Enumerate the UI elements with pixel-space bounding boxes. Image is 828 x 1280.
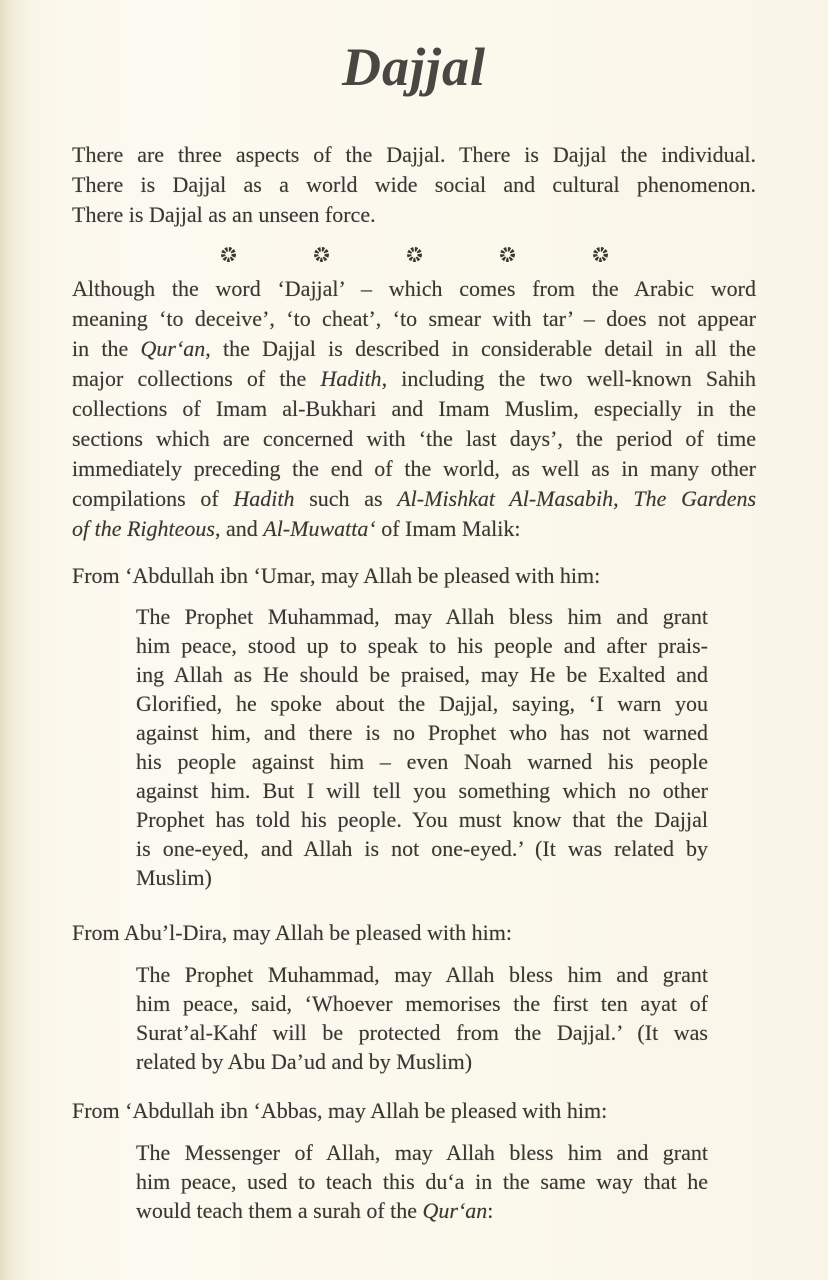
hadith-quote	[136, 960, 708, 1076]
text-line: The Prophet Muhammad, may Allah bless him and grant	[136, 604, 708, 629]
text-line: Muslim)	[136, 865, 212, 890]
hadith-quote	[136, 602, 708, 892]
hadith-attribution: From ‘Abdullah ibn ‘Umar, may Allah be pleased with him:	[72, 563, 601, 588]
rosette-ornament-icon	[499, 246, 516, 263]
intro-paragraph	[72, 140, 756, 230]
rosette-ornament-icon	[406, 246, 423, 263]
text-line: would teach them a surah of the Qur‘an:	[136, 1198, 494, 1223]
text-line: Prophet has told his people. You must know that the Dajjal	[136, 807, 708, 832]
text-line: The Messenger of Allah, may Allah bless him and grant	[136, 1140, 708, 1165]
text-line: immediately preceding the end of the world, as well as in many other	[72, 456, 756, 481]
text-line: compilations of Hadith such as Al-Mishkat Al-Masabih, The Gardens	[72, 486, 757, 511]
rosette-ornament-icon	[220, 246, 237, 263]
text-line: Glorified, he spoke about the Dajjal, saying, ‘I warn you	[136, 691, 708, 716]
text-line: Although the word ‘Dajjal’ – which comes from the Arabic word	[72, 276, 756, 301]
hadith-attribution: From Abu’l-Dira, may Allah be pleased with him:	[72, 920, 512, 945]
section-divider	[72, 242, 756, 266]
text-line: him peace, used to teach this du‘a in the same way that he	[136, 1169, 708, 1194]
text-line: ing Allah as He should be praised, may He be Exalted and	[136, 662, 708, 687]
text-line: There is Dajjal as a world wide social and cultural phenomenon.	[72, 172, 756, 197]
hadith-attribution: From ‘Abdullah ibn ‘Abbas, may Allah be pleased with him:	[72, 1098, 608, 1123]
text-line: There are three aspects of the Dajjal. There is Dajjal the individual.	[72, 142, 756, 167]
body-paragraph	[72, 274, 756, 544]
text-line: sections which are concerned with ‘the last days’, the period of time	[72, 426, 756, 451]
hadith-quote	[136, 1138, 708, 1225]
text-line: him peace, stood up to speak to his people and after prais-	[136, 633, 708, 658]
text-line: There is Dajjal as an unseen force.	[72, 202, 376, 227]
text-line: is one-eyed, and Allah is not one-eyed.’ (It was related by	[136, 836, 708, 861]
text-line: collections of Imam al-Bukhari and Imam Muslim, especially in the	[72, 396, 756, 421]
text-line: in the Qur‘an, the Dajjal is described in considerable detail in all the	[72, 336, 756, 361]
text-line: against him, and there is no Prophet who has not warned	[136, 720, 708, 745]
text-line: related by Abu Da’ud and by Muslim)	[136, 1049, 473, 1074]
text-line: of the Righteous, and Al-Muwatta‘ of Imam Malik:	[72, 516, 521, 541]
text-line: major collections of the Hadith, including the two well-known Sahih	[72, 366, 756, 391]
text-line: meaning ‘to deceive’, ‘to cheat’, ‘to smear with tar’ – does not appear	[72, 306, 756, 331]
text-line: against him. But I will tell you something which no other	[136, 778, 708, 803]
text-line: Surat’al-Kahf will be protected from the Dajjal.’ (It was	[136, 1020, 708, 1045]
rosette-ornament-icon	[313, 246, 330, 263]
rosette-ornament-icon	[592, 246, 609, 263]
text-line: his people against him – even Noah warned his people	[136, 749, 708, 774]
text-line: him peace, said, ‘Whoever memorises the first ten ayat of	[136, 991, 708, 1016]
chapter-title: Dajjal	[341, 37, 486, 97]
text-line: The Prophet Muhammad, may Allah bless him and grant	[136, 962, 708, 987]
